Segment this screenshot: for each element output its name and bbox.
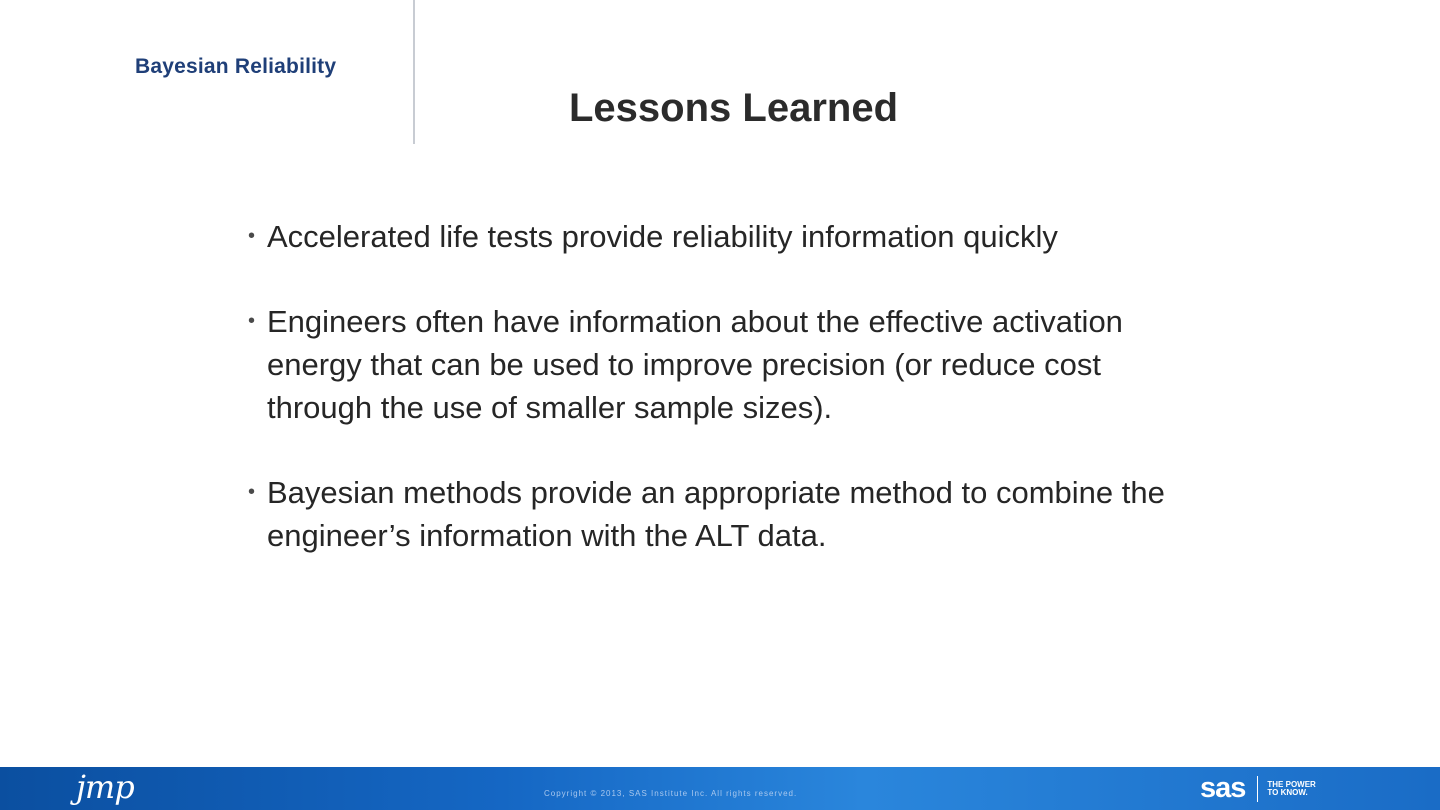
sas-tagline: THE POWER TO KNOW. <box>1267 779 1316 797</box>
jmp-logo: jmp <box>76 768 134 806</box>
bullet-text-3: Bayesian methods provide an appropriate method to combine the engineer’s information with the ALT data. <box>267 475 1165 553</box>
footer-bar <box>0 767 1440 810</box>
bullet-item-3 <box>248 471 1208 557</box>
bullet-text-2: Engineers often have information about the effective activation energy that can be used to improve precision (or reduce cost through the use of smaller sample sizes). <box>267 304 1123 425</box>
slide-title: Lessons Learned <box>569 86 899 130</box>
sas-logo <box>1200 772 1325 805</box>
logo-separator <box>1257 776 1258 802</box>
vertical-divider <box>413 0 415 144</box>
bullet-list <box>248 215 1208 557</box>
copyright-text: Copyright © 2013, SAS Institute Inc. All rights reserved. <box>544 789 798 798</box>
bullet-item-2 <box>248 300 1208 429</box>
bullet-dot-icon: • <box>248 481 256 503</box>
bullet-item-1 <box>248 215 1208 258</box>
bullet-dot-icon: • <box>248 225 256 247</box>
sas-wordmark: sas <box>1200 772 1246 804</box>
section-title: Bayesian Reliability <box>135 55 337 78</box>
bullet-dot-icon: • <box>248 310 256 332</box>
bullet-text-1: Accelerated life tests provide reliability information quickly <box>267 219 1058 254</box>
